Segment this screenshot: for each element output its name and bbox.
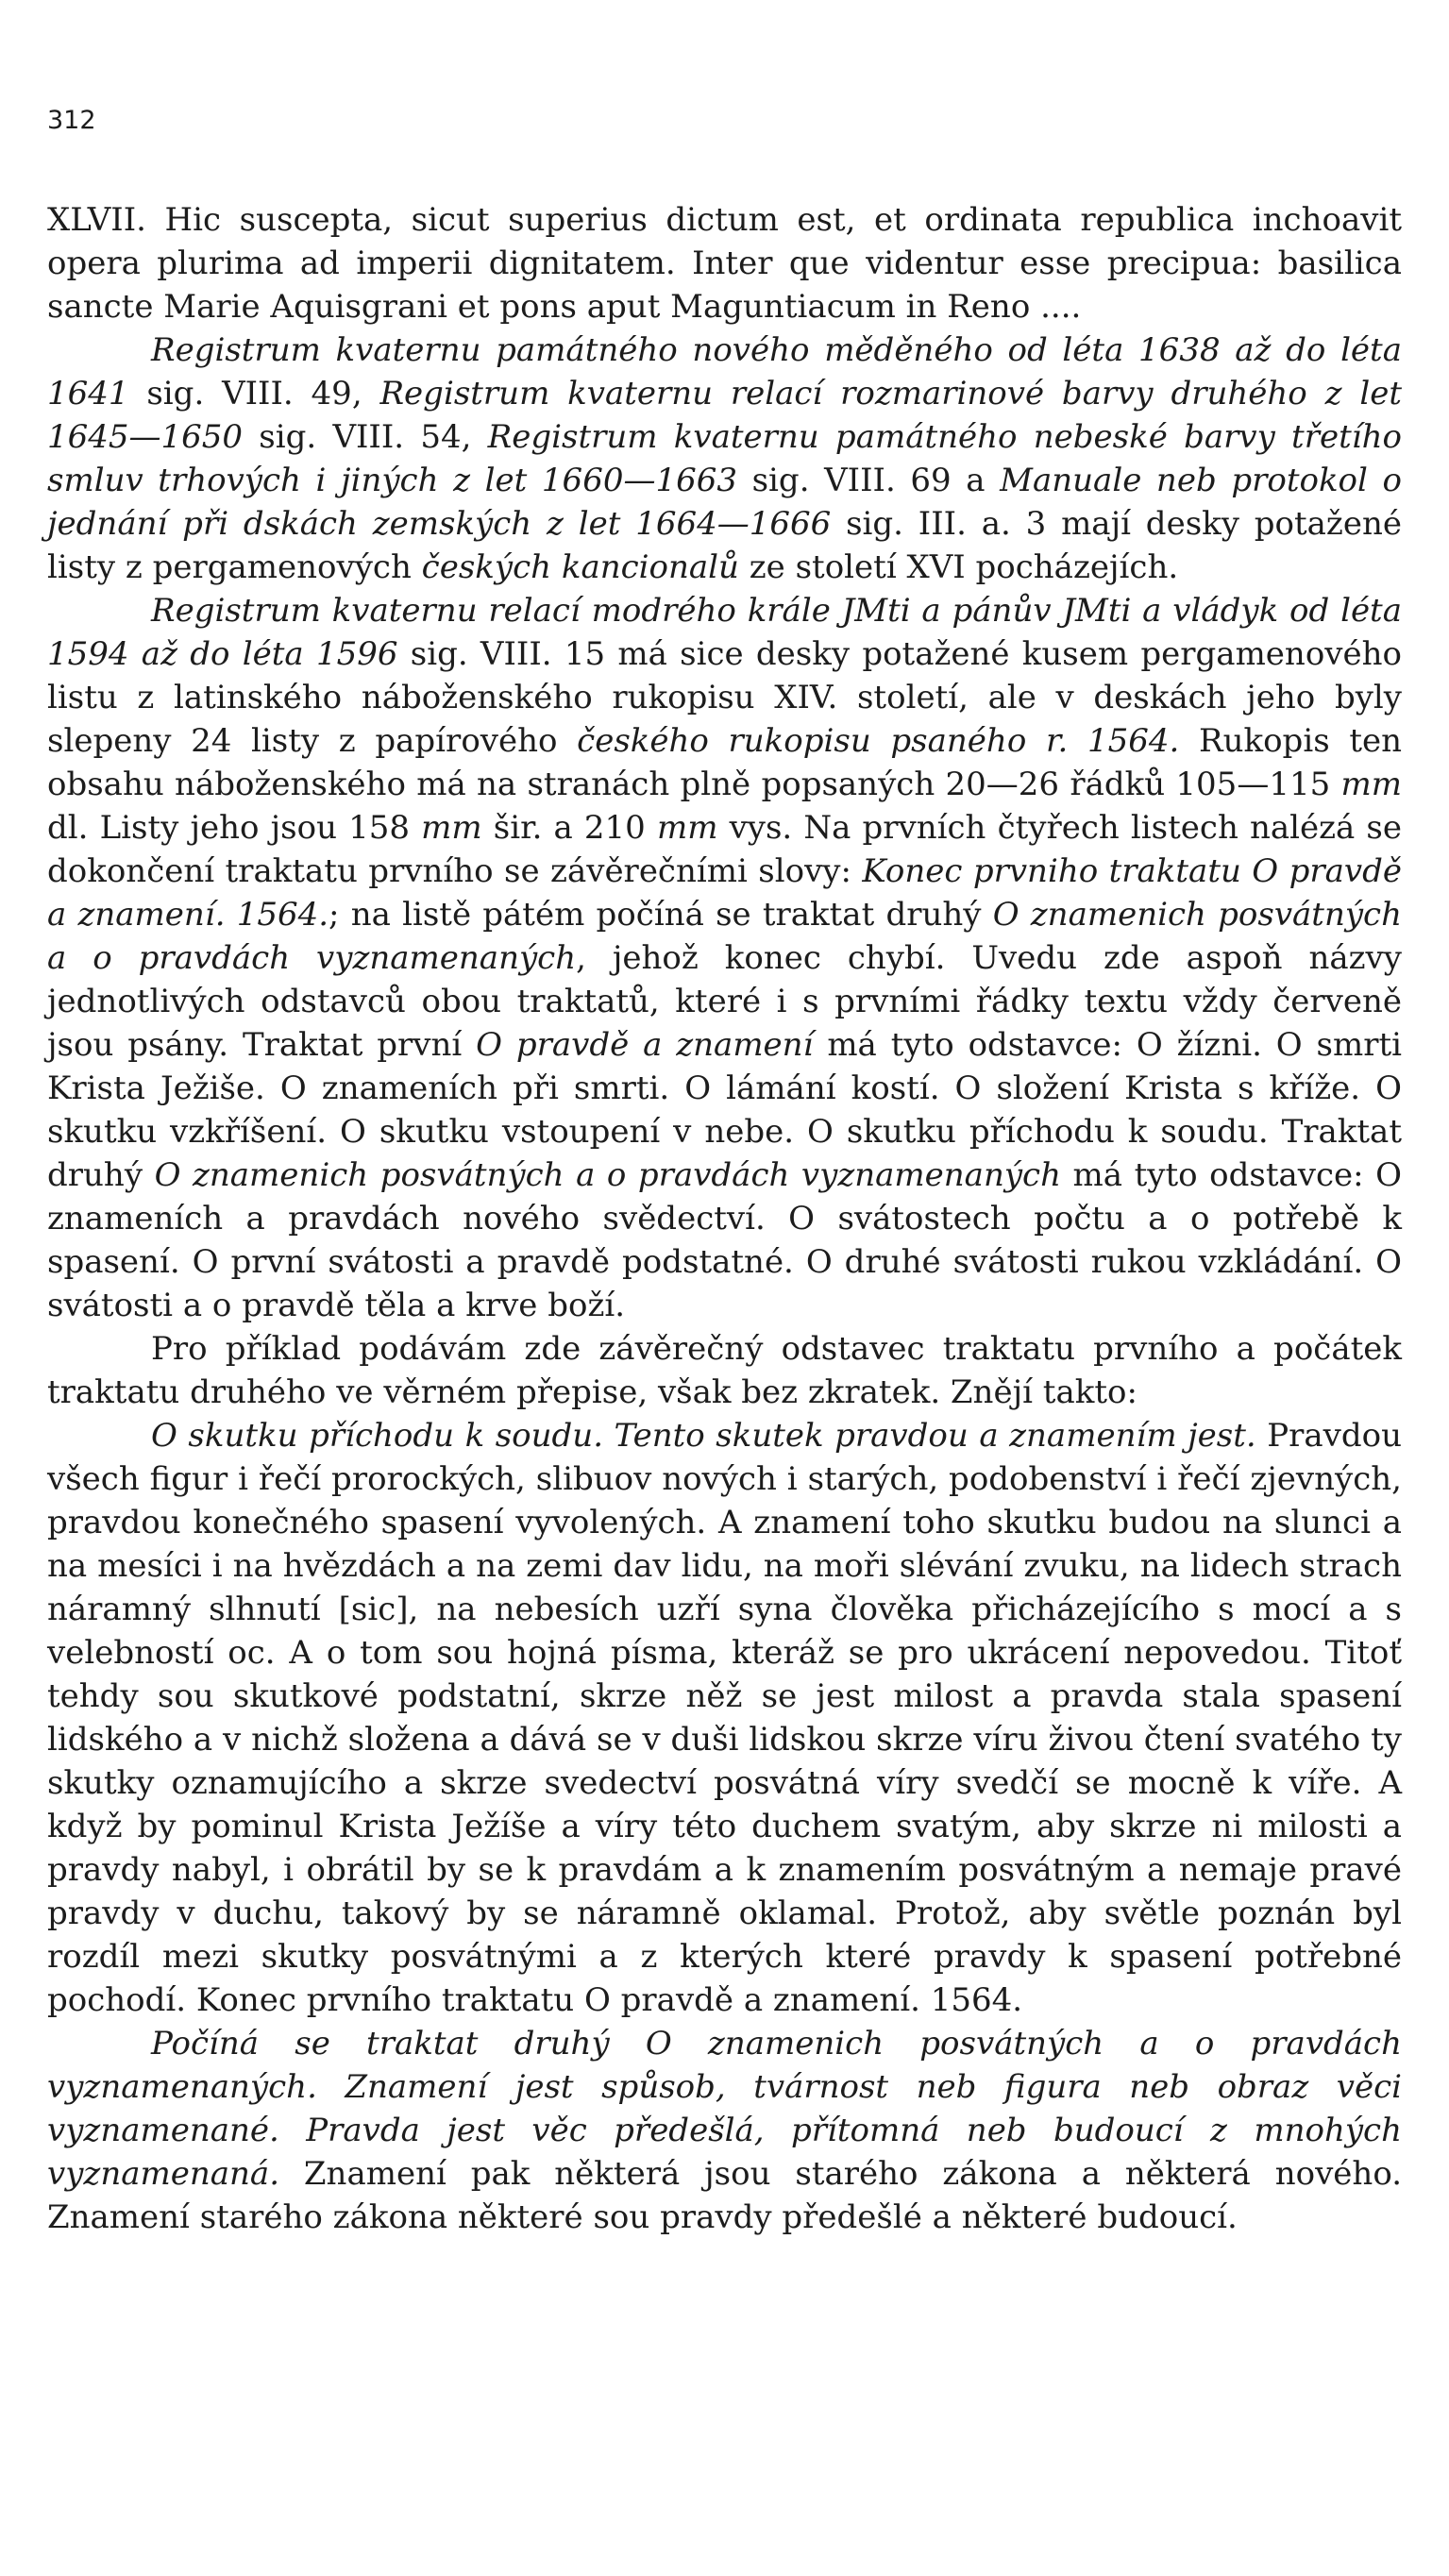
text-run: XLVII. Hic suscepta, sicut superius dictum est, et ordinata republica inchoavit opera plurima ad imperii dignitatem. Inter que videntur esse precipua: basilica sancte Marie Aquisgrani et pons aput Maguntiacum in Reno .... — [47, 201, 1402, 326]
paragraph-registrum-relaci — [47, 589, 1402, 1327]
text-run: dl. Listy jeho jsou 158 — [47, 809, 422, 847]
text-run: Rukopis ten obsahu náboženského má na stranách plně popsaných 20—26 řádků 105—115 — [47, 722, 1403, 803]
italic-run: Registrum kvaternu památného nového měděného od léta 1638 až do léta 1641 — [47, 331, 1402, 412]
text-run: ze století XVI pocházejích. — [738, 548, 1179, 586]
italic-run: O skutku příchodu k soudu. Tento skutek pravdou a znamením jest. — [151, 1417, 1256, 1455]
italic-run: mm — [421, 809, 482, 847]
italic-run: O pravdě a znamení — [476, 1026, 814, 1064]
italic-run: Registrum kvaternu památného nebeské barvy třetího smluv trhových i jiných z let 1660—1663 — [47, 418, 1402, 499]
text-run: Pro příklad podávám zde závěrečný odstavec traktatu prvního a počátek traktatu druhého ve věrném přepise, však bez zkratek. Znějí takto: — [47, 1330, 1402, 1411]
italic-run: O znamenich posvátných a o pravdách vyznamenaných — [47, 896, 1403, 977]
italic-run: mm — [1340, 766, 1402, 803]
text-run: vys. Na prvních čtyřech listech nalézá se dokončení traktatu prvního se závěrečními slovy: — [47, 809, 1403, 890]
text-run: má tyto odstavce: O znameních a pravdách nového svědectví. O svátostech počtu a o potřebě k spasení. O první svátosti a pravdě podstatné. O druhé svátosti rukou vzkládání. O svátosti a o pravdě těla a krve boží. — [47, 1156, 1402, 1324]
text-run: sig. VIII. 69 a — [736, 462, 1001, 499]
paragraph-priklad — [47, 1327, 1402, 1414]
text-run: sig. VIII. 49, — [128, 375, 380, 412]
italic-run: Konec prvniho traktatu O pravdě a znamení. 1564. — [47, 852, 1402, 934]
text-run: šir. a 210 — [481, 809, 657, 847]
body-text — [47, 198, 1402, 2239]
text-run: má tyto odstavce: O žízni. O smrti Krista Ježiše. O znameních při smrti. O lámání kostí. O složení Krista s kříže. O skutku vzkříšení. O skutku vstoupení v nebe. O skutku příchodu k soudu. Traktat druhý — [47, 1026, 1402, 1194]
paragraph-xlvii — [47, 198, 1402, 328]
text-run: sig. VIII. 15 má sice desky potažené kusem pergamenového listu z latinského náboženského rukopisu XIV. století, ale v deskách jeho byly slepeny 24 listy z papírového — [47, 635, 1402, 760]
italic-run: českého rukopisu psaného r. 1564. — [577, 722, 1180, 760]
text-run: sig. VIII. 54, — [243, 418, 488, 456]
paragraph-registrum-list — [47, 328, 1402, 589]
italic-run: Manuale neb protokol o jednání při dskách zemských z let 1664—1666 — [47, 462, 1402, 543]
text-run: , jehož konec chybí. Uvedu zde aspoň názvy jednotlivých odstavců obou traktatů, které i s prvními řádky textu vždy červeně jsou psány. Traktat první — [47, 939, 1402, 1064]
text-run: Znamení pak některá jsou starého zákona a některá nového. Znamení starého zákona některé sou pravdy předešlé a některé budoucí. — [47, 2155, 1402, 2236]
text-run: sig. III. a. 3 mají desky potažené listy z pergamenových — [47, 505, 1402, 586]
italic-run: Registrum kvaternu relací modrého krále JMti a pánův JMti a vládyk od léta 1594 až do léta 1596 — [47, 592, 1402, 673]
page-number: 312 — [47, 106, 96, 135]
paragraph-traktat-prvni — [47, 1414, 1402, 2022]
italic-run: mm — [656, 809, 718, 847]
italic-run: Registrum kvaternu relací rozmarinové barvy druhého z let 1645—1650 — [47, 375, 1402, 456]
italic-run: Počíná se traktat druhý O znamenich posvátných a o pravdách vyznamenaných. Znamení jest spůsob, tvárnost neb figura neb obraz věci vyznamenané. Pravda jest věc předešlá, přítomná neb budoucí z mnohých vyznamenaná. — [47, 2025, 1402, 2193]
italic-run: českých kancionalů — [421, 548, 739, 586]
italic-run: O znamenich posvátných a o pravdách vyznamenaných — [154, 1156, 1061, 1194]
text-run: ; na listě pátém počíná se traktat druhý — [329, 896, 993, 934]
paragraph-traktat-druhy — [47, 2022, 1402, 2239]
text-run: Pravdou všech figur i řečí prorockých, slibuov nových i starých, podobenství i řečí zjevných, pravdou konečného spasení vyvolených. A znamení toho skutku budou na slunci a na mesíci i na hvězdách a na zemi dav lidu, na moři slévání zvuku, na lidech strach náramný slhnutí [sic], na nebesích uzří syna člověka přicházejícího s mocí a s velebností oc. A o tom sou hojná písma, kteráž se pro ukrácení nepovedou. Titoť tehdy sou skutkové podstatní, skrze něž se jest milost a pravda stala spasení lidského a v nichž složena a dává se v duši lidskou skrze víru živou čtení svatého ty skutky oznamujícího a skrze svedectví posvátná víry svedčí se mocně k víře. A když by pominul Krista Ježíše a víry této duchem svatým, aby skrze ni milosti a pravdy nabyl, i obrátil by se k pravdám a k znamením posvátným a nemaje pravé pravdy v duchu, takový by se náramně oklamal. Protož, aby světle poznán byl rozdíl mezi skutky posvátnými a z kterých které pravdy k spasení potřebné pochodí. Konec prvního traktatu O pravdě a znamení. 1564. — [47, 1417, 1402, 2019]
